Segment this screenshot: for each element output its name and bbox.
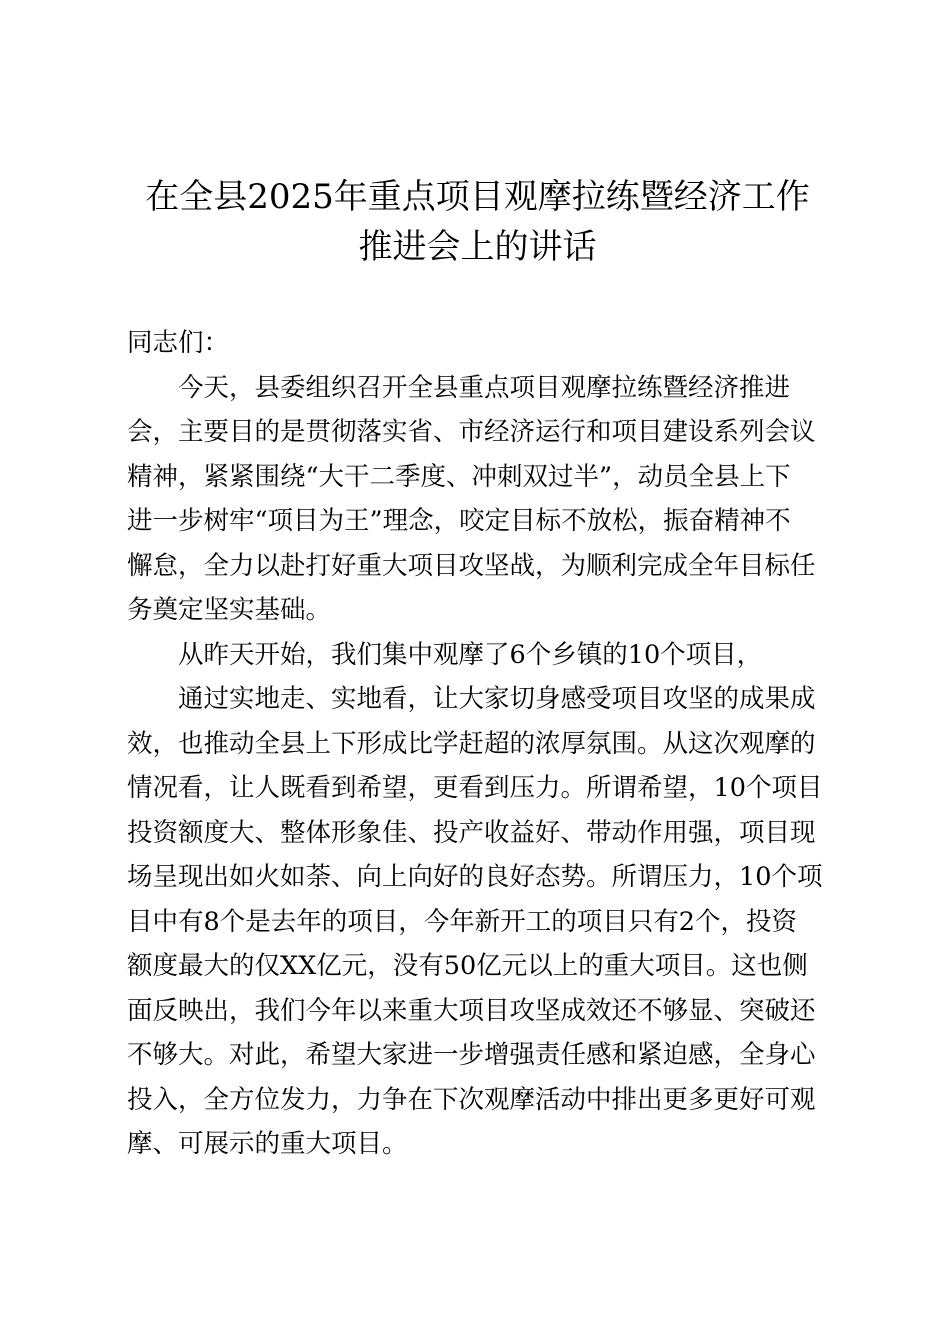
paragraph-line: 从昨天开始，我们集中观摩了6个乡镇的10个项目， (178, 639, 763, 670)
document-title (120, 172, 835, 272)
document-body (127, 321, 832, 1167)
paragraph-line: 通过实地走、实地看，让大家切身感受项目攻坚的成果成 (178, 684, 816, 714)
paragraph-line: 会，主要目的是贯彻落实省、市经济运行和项目建设系列会议 (127, 417, 816, 447)
paragraph-line: 效，也推动全县上下形成比学赶超的浓厚氛围。从这次观摩的 (127, 728, 816, 759)
paragraph-line: 今天，县委组织召开全县重点项目观摩拉练暨经济推进 (178, 372, 791, 403)
paragraph-line: 场呈现出如火如荼、向上向好的良好态势。所谓压力，10个项 (127, 862, 823, 892)
salutation: 同志们： (127, 328, 230, 358)
title-line: 推进会上的讲话 (358, 227, 597, 267)
paragraph-line: 精神，紧紧围绕“大干二季度、冲刺双过半”，动员全县上下 (127, 461, 791, 492)
paragraph-observation-findings (127, 677, 832, 1167)
paragraph-observation-intro (127, 633, 832, 678)
paragraph-line: 目中有8个是去年的项目，今年新开工的项目只有2个，投资 (127, 906, 797, 937)
paragraph-line: 情况看，让人既看到希望，更看到压力。所谓希望，10个项目 (127, 773, 823, 803)
title-line: 在全县2025年重点项目观摩拉练暨经济工作 (145, 177, 810, 217)
paragraph-line: 投资额度大、整体形象佳、投产收益好、带动作用强，项目现 (127, 817, 816, 848)
paragraph-line: 投入，全方位发力，力争在下次观摩活动中排出更多更好可观 (127, 1084, 816, 1115)
paragraph-line: 额度最大的仅XX亿元，没有50亿元以上的重大项目。这也侧 (127, 951, 808, 981)
paragraph-line: 面反映出，我们今年以来重大项目攻坚成效还不够显、突破还 (127, 995, 816, 1026)
paragraph-line: 进一步树牢“项目为王”理念，咬定目标不放松，振奋精神不 (127, 506, 791, 536)
paragraph-line: 懈怠，全力以赴打好重大项目攻坚战，为顺利完成全年目标任 (127, 550, 816, 581)
paragraph-line: 务奠定坚实基础。 (127, 595, 332, 625)
paragraph-opening (127, 366, 832, 633)
paragraph-line: 摩、可展示的重大项目。 (127, 1129, 408, 1159)
paragraph-line: 不够大。对此，希望大家进一步增强责任感和紧迫感，全身心 (127, 1040, 816, 1070)
